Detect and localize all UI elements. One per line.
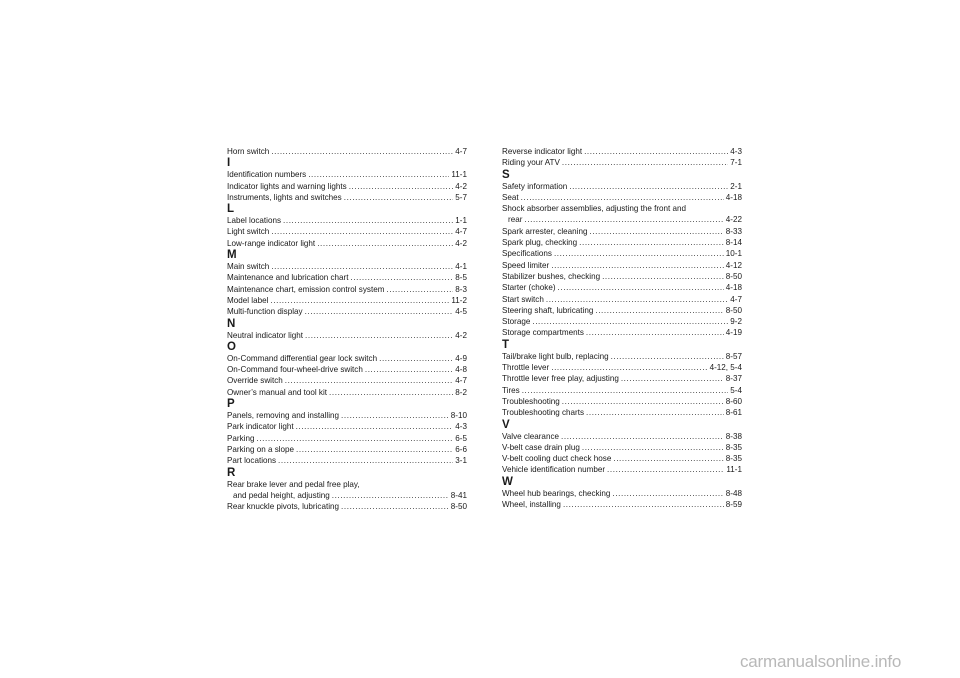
index-entry-text: Troubleshooting charts bbox=[502, 408, 585, 418]
dot-leader bbox=[522, 385, 729, 396]
index-entry-line bbox=[227, 306, 467, 317]
index-entry bbox=[502, 146, 742, 157]
dot-leader bbox=[612, 488, 723, 499]
index-letter-heading: V bbox=[502, 418, 510, 431]
dot-leader bbox=[569, 181, 728, 192]
index-entry-text: Rear knuckle pivots, lubricating bbox=[227, 502, 340, 512]
index-page-number: 4-3 bbox=[730, 147, 742, 156]
index-letter-heading: P bbox=[227, 398, 235, 411]
index-entry-line bbox=[502, 305, 742, 316]
dot-leader bbox=[271, 226, 453, 237]
dot-leader bbox=[271, 146, 453, 157]
index-entry-text: Panels, removing and installing bbox=[227, 411, 340, 421]
dot-leader bbox=[586, 407, 724, 418]
dot-leader bbox=[296, 444, 453, 455]
dot-leader bbox=[558, 282, 724, 293]
index-page-number: 2-1 bbox=[730, 181, 742, 191]
index-entry-line bbox=[227, 375, 467, 386]
index-entry-line bbox=[502, 373, 742, 384]
index-entry-line bbox=[502, 499, 742, 510]
index-page-number: 8-61 bbox=[725, 408, 742, 418]
index-page-number: 4-7 bbox=[455, 147, 467, 156]
index-page-number: 8-57 bbox=[725, 351, 742, 361]
index-entry-text: V-belt case drain plug bbox=[502, 442, 580, 452]
index-entry-line bbox=[502, 442, 742, 453]
index-entry-text: On-Command four-wheel-drive switch bbox=[227, 365, 363, 375]
index-entry-line bbox=[227, 501, 467, 512]
index-page-number: 4-22 bbox=[725, 215, 742, 225]
index-entry-text: Main switch bbox=[227, 262, 270, 272]
index-entry-text: Identification numbers bbox=[227, 170, 307, 180]
index-entry-text: Throttle lever free play, adjusting bbox=[502, 374, 619, 384]
index-entry-text: and pedal height, adjusting bbox=[233, 490, 330, 500]
index-entry-text: Wheel hub bearings, checking bbox=[502, 488, 611, 498]
dot-leader bbox=[349, 181, 454, 192]
index-entry bbox=[502, 488, 742, 499]
index-page-number: 5-4 bbox=[730, 385, 742, 395]
index-column-left bbox=[227, 146, 467, 512]
index-entry-text: Spark plug, checking bbox=[502, 238, 578, 248]
watermark-text: carmanualsonline.info bbox=[740, 652, 902, 671]
index-entry-text: Troubleshooting bbox=[502, 396, 560, 406]
index-entry bbox=[502, 203, 742, 226]
dot-leader bbox=[602, 271, 724, 282]
dot-leader bbox=[296, 421, 454, 432]
index-entry-line bbox=[502, 362, 742, 373]
index-page-number: 11-2 bbox=[451, 295, 467, 305]
index-entry-text: Seat bbox=[502, 192, 519, 202]
index-page-number: 4-7 bbox=[730, 294, 742, 304]
index-entry bbox=[502, 192, 742, 203]
dot-leader bbox=[586, 327, 724, 338]
index-entry bbox=[502, 431, 742, 442]
index-entry bbox=[227, 353, 467, 364]
index-entry-line bbox=[502, 146, 742, 157]
index-page-number: 6-5 bbox=[455, 433, 467, 443]
dot-leader bbox=[554, 248, 724, 259]
index-entry-text: Spark arrester, cleaning bbox=[502, 226, 588, 236]
index-entry-line bbox=[227, 421, 467, 432]
index-page-number: 4-12, 5-4 bbox=[709, 363, 742, 373]
index-entry bbox=[502, 271, 742, 282]
index-page-number: 8-33 bbox=[725, 226, 742, 236]
index-entry bbox=[502, 305, 742, 316]
index-entry bbox=[502, 237, 742, 248]
index-entry-text: Low-range indicator light bbox=[227, 238, 316, 248]
dot-leader bbox=[285, 375, 454, 386]
dot-leader bbox=[589, 226, 723, 237]
dot-leader bbox=[350, 272, 453, 283]
dot-leader bbox=[551, 362, 707, 373]
index-page-number: 3-1 bbox=[455, 456, 467, 466]
index-entry-line bbox=[227, 272, 467, 283]
index-entry-text: Multi-function display bbox=[227, 307, 303, 317]
index-entry-text: Starter (choke) bbox=[502, 283, 556, 293]
index-entry-text: Stabilizer bushes, checking bbox=[502, 271, 601, 281]
index-page-number: 4-8 bbox=[455, 365, 467, 375]
index-letter-heading: R bbox=[227, 466, 236, 479]
index-entry-text: Park indicator light bbox=[227, 422, 294, 432]
index-entry-line bbox=[227, 215, 467, 226]
index-entry-line bbox=[502, 157, 742, 168]
index-entry-text: Light switch bbox=[227, 227, 270, 237]
index-entry-text: Override switch bbox=[227, 376, 283, 386]
index-entry-line bbox=[502, 203, 742, 214]
index-letter-heading: L bbox=[227, 203, 235, 216]
index-entry bbox=[502, 157, 742, 168]
index-entry bbox=[227, 433, 467, 444]
index-entry bbox=[502, 396, 742, 407]
index-page-number: 5-7 bbox=[455, 192, 467, 202]
index-entry-text: Valve clearance bbox=[502, 431, 559, 441]
index-entry-line bbox=[502, 464, 742, 475]
index-letter-heading: N bbox=[227, 317, 236, 330]
index-entry-line bbox=[502, 248, 742, 259]
index-entry-text: Storage bbox=[502, 317, 531, 327]
index-page-number: 8-59 bbox=[725, 500, 742, 510]
index-entry-line bbox=[502, 271, 742, 282]
dot-leader bbox=[283, 215, 453, 226]
dot-leader bbox=[582, 442, 724, 453]
index-entry bbox=[227, 226, 467, 237]
index-entry bbox=[227, 215, 467, 226]
index-page-number: 9-2 bbox=[730, 317, 742, 327]
index-entry-text: Maintenance and lubrication chart bbox=[227, 273, 349, 283]
index-page-number: 8-35 bbox=[725, 454, 742, 464]
dot-leader bbox=[532, 316, 728, 327]
index-entry bbox=[502, 362, 742, 373]
index-entry-text: Rear brake lever and pedal free play, bbox=[227, 479, 360, 489]
index-entry bbox=[227, 238, 467, 249]
dot-leader bbox=[551, 260, 724, 271]
index-letter-heading: T bbox=[502, 338, 510, 351]
index-letter-heading: M bbox=[227, 249, 237, 262]
index-entry bbox=[227, 364, 467, 375]
dot-leader bbox=[546, 294, 728, 305]
index-page-number: 8-50 bbox=[450, 502, 467, 512]
index-entry-line bbox=[502, 294, 742, 305]
index-page-number: 8-48 bbox=[725, 488, 742, 498]
index-entry-line bbox=[227, 455, 467, 466]
index-entry-text: Part locations bbox=[227, 456, 277, 466]
index-entry bbox=[502, 351, 742, 362]
dot-leader bbox=[271, 261, 453, 272]
index-entry bbox=[227, 479, 467, 502]
index-page-number: 8-5 bbox=[455, 273, 467, 283]
dot-leader bbox=[562, 396, 724, 407]
index-entry bbox=[502, 407, 742, 418]
index-entry bbox=[227, 306, 467, 317]
index-page-number: 8-50 bbox=[725, 305, 742, 315]
index-letter-heading: O bbox=[227, 340, 236, 353]
index-entry-text: Safety information bbox=[502, 181, 568, 191]
dot-leader bbox=[256, 433, 453, 444]
index-page-number: 4-18 bbox=[725, 192, 742, 202]
index-page-number: 4-2 bbox=[455, 238, 467, 248]
index-entry bbox=[227, 501, 467, 512]
index-page-number: 8-50 bbox=[725, 271, 742, 281]
dot-leader bbox=[524, 214, 723, 225]
dot-leader bbox=[341, 501, 449, 512]
index-page-number: 8-38 bbox=[725, 431, 742, 441]
index-entry-line bbox=[227, 169, 467, 180]
index-page-number: 8-41 bbox=[450, 490, 467, 500]
index-entry-line bbox=[227, 284, 467, 295]
index-entry bbox=[227, 330, 467, 341]
index-entry bbox=[227, 284, 467, 295]
index-entry bbox=[227, 375, 467, 386]
index-entry-text: Speed limiter bbox=[502, 260, 550, 270]
index-entry-text: Throttle lever bbox=[502, 363, 550, 373]
index-entry-text: Tires bbox=[502, 385, 520, 395]
index-entry-text: Neutral indicator light bbox=[227, 330, 304, 340]
index-entry-line bbox=[227, 330, 467, 341]
index-entry-line bbox=[227, 181, 467, 192]
index-entry-line bbox=[502, 192, 742, 203]
dot-leader bbox=[607, 464, 724, 475]
index-page-number: 8-2 bbox=[455, 387, 467, 397]
index-entry-line bbox=[502, 396, 742, 407]
index-page-number: 4-5 bbox=[455, 307, 467, 317]
index-entry-text: Maintenance chart, emission control system bbox=[227, 284, 385, 294]
index-entry-text: Parking on a slope bbox=[227, 444, 295, 454]
index-entry-line bbox=[227, 353, 467, 364]
index-entry-text: On-Command differential gear lock switch bbox=[227, 353, 378, 363]
index-entry bbox=[502, 442, 742, 453]
index-entry-line bbox=[227, 295, 467, 306]
index-entry bbox=[502, 499, 742, 510]
index-entry bbox=[227, 192, 467, 203]
dot-leader bbox=[611, 351, 724, 362]
index-entry-line bbox=[502, 260, 742, 271]
index-entry bbox=[502, 260, 742, 271]
index-entry-text: Vehicle identification number bbox=[502, 465, 606, 475]
index-page-number: 11-1 bbox=[451, 170, 467, 180]
index-page-number: 4-19 bbox=[725, 328, 742, 338]
dot-leader bbox=[344, 192, 454, 203]
dot-leader bbox=[563, 499, 724, 510]
index-letter-heading: I bbox=[227, 157, 231, 170]
index-page-number: 4-7 bbox=[455, 376, 467, 386]
dot-leader bbox=[270, 295, 449, 306]
index-entry-line bbox=[227, 364, 467, 375]
index-entry-line bbox=[502, 407, 742, 418]
index-page-number: 4-2 bbox=[455, 330, 467, 340]
index-entry bbox=[502, 226, 742, 237]
index-entry bbox=[502, 373, 742, 384]
index-entry-text: Storage compartments bbox=[502, 328, 584, 338]
dot-leader bbox=[329, 387, 453, 398]
index-entry-text: Label locations bbox=[227, 216, 281, 226]
index-entry bbox=[502, 294, 742, 305]
index-entry-line bbox=[502, 316, 742, 327]
index-page-number: 8-37 bbox=[725, 374, 742, 384]
dot-leader bbox=[341, 410, 449, 421]
index-entry-line bbox=[502, 237, 742, 248]
index-entry-text: Horn switch bbox=[227, 147, 270, 156]
index-entry bbox=[227, 410, 467, 421]
index-page-number: 8-35 bbox=[725, 442, 742, 452]
dot-leader bbox=[595, 305, 723, 316]
index-entry-text: Riding your ATV bbox=[502, 158, 560, 168]
index-page-number: 8-60 bbox=[725, 396, 742, 406]
index-entry-text: rear bbox=[508, 215, 523, 225]
index-entry-line bbox=[502, 385, 742, 396]
index-entry-line bbox=[227, 410, 467, 421]
index-entry bbox=[227, 261, 467, 272]
index-entry-line bbox=[502, 226, 742, 237]
index-entry-text: Reverse indicator light bbox=[502, 147, 583, 156]
index-entry-line bbox=[502, 282, 742, 293]
index-entry bbox=[502, 316, 742, 327]
index-entry-line bbox=[227, 226, 467, 237]
index-entry-line bbox=[502, 181, 742, 192]
index-entry bbox=[227, 455, 467, 466]
index-entry bbox=[227, 421, 467, 432]
index-entry bbox=[502, 453, 742, 464]
dot-leader bbox=[613, 453, 723, 464]
index-page-number: 7-1 bbox=[730, 158, 742, 168]
index-entry bbox=[502, 181, 742, 192]
index-entry-line bbox=[502, 351, 742, 362]
index-page-number: 10-1 bbox=[725, 249, 742, 259]
index-entry bbox=[227, 181, 467, 192]
index-entry-line bbox=[502, 214, 742, 225]
index-entry-text: Steering shaft, lubricating bbox=[502, 305, 594, 315]
index-page-number: 4-7 bbox=[455, 227, 467, 237]
index-entry bbox=[227, 295, 467, 306]
index-entry-text: Indicator lights and warning lights bbox=[227, 181, 347, 191]
dot-leader bbox=[305, 330, 453, 341]
index-page-number: 4-3 bbox=[455, 422, 467, 432]
index-entry-line bbox=[227, 238, 467, 249]
index-entry-line bbox=[227, 146, 467, 157]
dot-leader bbox=[332, 490, 449, 501]
index-page-number: 6-6 bbox=[455, 444, 467, 454]
dot-leader bbox=[579, 237, 724, 248]
index-entry bbox=[227, 272, 467, 283]
dot-leader bbox=[561, 431, 724, 442]
dot-leader bbox=[308, 169, 449, 180]
index-entry-text: Shock absorber assemblies, adjusting the front and bbox=[502, 204, 687, 214]
index-page-number: 1-1 bbox=[455, 216, 467, 226]
index-letter-heading: W bbox=[502, 475, 513, 488]
dot-leader bbox=[621, 373, 724, 384]
index-entry-line bbox=[502, 431, 742, 442]
index-entry-line bbox=[227, 444, 467, 455]
index-entry-line bbox=[227, 261, 467, 272]
dot-leader bbox=[379, 353, 453, 364]
index-entry-text: Instruments, lights and switches bbox=[227, 192, 342, 202]
index-entry bbox=[502, 464, 742, 475]
index-entry-text: Specifications bbox=[502, 249, 552, 259]
index-entry-text: Start switch bbox=[502, 294, 544, 304]
index-page-number: 8-10 bbox=[450, 411, 467, 421]
dot-leader bbox=[521, 192, 724, 203]
index-entry-text: Parking bbox=[227, 433, 255, 443]
index-entry-line bbox=[502, 488, 742, 499]
index-entry-text: Wheel, installing bbox=[502, 500, 561, 510]
index-page-number: 4-2 bbox=[455, 181, 467, 191]
index-entry-line bbox=[227, 479, 467, 490]
dot-leader bbox=[584, 146, 728, 157]
index-column-right bbox=[502, 146, 742, 510]
index-entry-line bbox=[502, 453, 742, 464]
dot-leader bbox=[305, 306, 454, 317]
index-page-number: 11-1 bbox=[726, 465, 742, 475]
index-entry-text: Model label bbox=[227, 295, 269, 305]
index-entry bbox=[227, 387, 467, 398]
dot-leader bbox=[317, 238, 453, 249]
dot-leader bbox=[278, 455, 453, 466]
index-entry bbox=[227, 169, 467, 180]
index-entry-line bbox=[227, 490, 467, 501]
index-page-number: 8-3 bbox=[455, 284, 467, 294]
index-entry-line bbox=[227, 387, 467, 398]
index-entry-text: Tail/brake light bulb, replacing bbox=[502, 351, 609, 361]
index-entry bbox=[227, 444, 467, 455]
dot-leader bbox=[386, 284, 453, 295]
dot-leader bbox=[562, 157, 728, 168]
index-entry-line bbox=[227, 433, 467, 444]
index-entry-text: Owner’s manual and tool kit bbox=[227, 387, 328, 397]
index-letter-heading: S bbox=[502, 168, 510, 181]
index-page-number: 8-14 bbox=[725, 238, 742, 248]
dot-leader bbox=[365, 364, 453, 375]
index-entry-line bbox=[502, 327, 742, 338]
index-entry bbox=[502, 327, 742, 338]
index-page-number: 4-12 bbox=[725, 260, 742, 270]
index-entry-text: V-belt cooling duct check hose bbox=[502, 454, 612, 464]
index-page-number: 4-9 bbox=[455, 353, 467, 363]
index-entry bbox=[227, 146, 467, 157]
index-page-number: 4-1 bbox=[455, 262, 467, 272]
index-page-number: 4-18 bbox=[725, 283, 742, 293]
index-entry bbox=[502, 385, 742, 396]
index-entry bbox=[502, 282, 742, 293]
index-entry bbox=[502, 248, 742, 259]
index-entry-line bbox=[227, 192, 467, 203]
